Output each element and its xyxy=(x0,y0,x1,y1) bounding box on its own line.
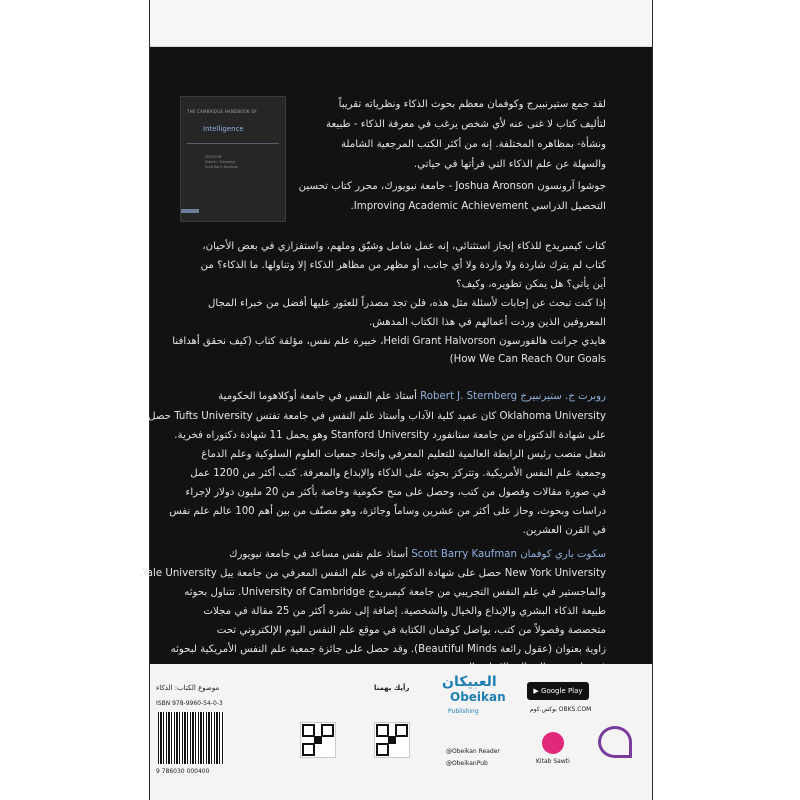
kitab-sawti-label: Kitab Sawti xyxy=(536,758,570,765)
bio2-line-4: طبيعة الذكاء البشري والإبداع والخيال والشخصية. إضافة إلى نشره أكثر من 25 مقالة في مجلات xyxy=(203,606,606,617)
thumbnail-edited-by: EDITED BY xyxy=(205,155,222,159)
bio1-line-7: دراسات وبحوث، وحاز على أكثر من عشرين وساماً وجائزة، وهو مصنّف من بين أهم 100 عالم علم نفس xyxy=(169,506,606,517)
bio2-heading xyxy=(229,548,606,562)
quote2-line-4: إذا كنت تبحث عن إجابات لأسئلة مثل هذه، فلن تجد مصدراً للعثور عليها أفضل من خبراء المجال xyxy=(208,298,606,309)
obks-en: OBKS.COM xyxy=(558,706,592,713)
bio1-name-en: Robert J. Sternberg xyxy=(420,391,518,402)
obks-label xyxy=(530,706,591,713)
bio1-line-5: وجمعية علم النفس الأمريكية. وتتركز بحوثه على الذكاء والإبداع والمعرفة. كتب أكثر من 1200 عمل xyxy=(190,468,606,479)
bio1-heading xyxy=(218,390,606,404)
quote1-line-4: والسهلة عن علم الذكاء التي قرأتها في حياتي. xyxy=(413,159,606,170)
thumbnail-series: THE CAMBRIDGE HANDBOOK OF xyxy=(187,109,258,114)
back-cover xyxy=(138,0,653,800)
publishing-label: Publishing xyxy=(448,708,479,715)
obeikan-reader-handle: @Obeikan Reader xyxy=(446,748,500,755)
bio1-line-2: Oklahoma University كان عميد كلية الآداب وأستاذ علم النفس في جامعة تفتس Tufts University حصل xyxy=(148,411,606,422)
quote2-author-1: هايدي جرانت هالفورسون Heidi Grant Halvorson، خبيرة علم نفس، مؤلفة كتاب (كيف نحقق أهدافنا xyxy=(172,336,606,347)
kitab-sawti-icon xyxy=(542,732,564,754)
bio2-name-en: Scott Barry Kaufman xyxy=(411,549,517,560)
thumbnail-editor-1: Robert J. Sternberg xyxy=(205,160,236,164)
thumbnail-tab xyxy=(181,209,199,213)
obeikan-pub-handle: @ObeikanPub xyxy=(446,760,488,767)
obks-ar: بوكس.كوم xyxy=(530,706,557,713)
quote2-author-2: How We Can Reach Our Goals) xyxy=(449,354,606,365)
obeikan-logo xyxy=(440,674,510,708)
bio1-line-6: في صورة مقالات وفصول من كتب، وحصل على منح حكومية وخاصة بأكثر من 20 مليون دولار لإجراء xyxy=(185,487,606,498)
top-band xyxy=(150,0,652,47)
quote1-line-2: لتأليف كتاب لا غنى عنه لأي شخص يرغب في معرفة الذكاء - طبيعة xyxy=(326,119,606,130)
google-play-label: Google Play xyxy=(541,687,583,695)
quote1-author-1: جوشوا آرونسون Joshua Aronson - جامعة نيويورك، محرر كتاب تحسين xyxy=(298,181,606,192)
publisher-en: Obeikan xyxy=(450,690,506,704)
publisher-ar: العبيكان xyxy=(442,674,497,690)
thumbnail-editors xyxy=(205,155,238,170)
subject-label: موضوع الكتاب: الذكاء xyxy=(156,684,220,692)
bio2-name-ar: سكوت باري كوفمان xyxy=(520,549,606,560)
barcode xyxy=(158,712,224,764)
d-logo-icon xyxy=(598,726,632,758)
quote2-line-2: كتاب لم يترك شاردة ولا واردة ولا أي جانب، أو مظهر من مظاهر الذكاء إلا وتناولها. ما الذكاء؟ من xyxy=(200,260,606,271)
qr-code-left xyxy=(300,722,336,758)
isbn-label: ISBN 978-9960-54-0-3 xyxy=(156,700,223,707)
bio2-title: أستاذ علم نفس مساعد في جامعة نيويورك xyxy=(229,549,409,560)
bio2-line-3: والماجستير في علم النفس التجريبي من جامعة كيمبريدج University of Cambridge. تتناول بحوثه xyxy=(184,587,606,598)
book-thumbnail xyxy=(180,96,286,222)
barcode-digits: 9 786030 000400 xyxy=(156,768,210,775)
quote2-line-3: أين يأتي؟ هل يمكن تطويره، وكيف؟ xyxy=(456,279,606,290)
quote2-line-1: كتاب كيمبريدج للذكاء إنجاز استثنائي، إنه عمل شامل وشيّق وملهم، واستفزازي في بعض الأحيان، xyxy=(202,241,606,252)
quote1-line-3: ونشأة- بمظاهره المختلفة. إنه من أكثر الكتب المرجعية الشاملة xyxy=(340,139,606,150)
opinion-label: رأيك يهمنا xyxy=(374,684,410,692)
footer-strip xyxy=(150,664,652,800)
bio1-title: أستاذ علم النفس في جامعة أوكلاهوما الحكومية xyxy=(218,391,417,402)
thumbnail-title: Intelligence xyxy=(203,125,244,133)
thumbnail-editor-2: Scott Barry Kaufman xyxy=(205,165,239,169)
bio1-name-ar: روبرت ج. ستيرنبيرج xyxy=(520,391,606,402)
bio2-line-6: زاوية بعنوان (عقول رائعة Beautiful Minds). وقد حصل على جائزة جمعية علم النفس الأمريكية لبحوثه xyxy=(170,644,606,655)
bio1-line-3: على شهادة الدكتوراه من جامعة ستانفورد Stanford University وهو يحمل 11 شهادة دكتوراه فخرية. xyxy=(174,430,606,441)
bio1-line-8: في القرن العشرين. xyxy=(522,525,606,536)
quote1-author-2: التحصيل الدراسي Improving Academic Achievement. xyxy=(350,201,606,212)
bio2-line-2: New York University حصل على شهادة الدكتوراه في علم النفس المعرفي من جامعة ييل Yale University، xyxy=(138,568,606,579)
qr-code-right xyxy=(374,722,410,758)
play-icon: ▶ xyxy=(533,687,539,695)
bio1-line-4: شغل منصب رئيس الرابطة العالمية للتعليم المعرفي واتحاد جمعيات العلوم السلوكية وعلم الدماغ xyxy=(201,449,606,460)
thumbnail-divider xyxy=(187,143,279,144)
bio2-line-5: متخصصة وفصولاً من كتب، يواصل كوفمان الكتابة في موقع علم النفس اليوم الإلكتروني تحت xyxy=(216,625,606,636)
quote2-line-5: المعروفين الذين وردت أعمالهم في هذا الكتاب المدهش. xyxy=(369,317,606,328)
google-play-badge xyxy=(527,682,589,700)
quote1-line-1: لقد جمع ستيرنبيرج وكوفمان معظم بحوث الذكاء ونظرياته تقريباً xyxy=(338,99,606,110)
